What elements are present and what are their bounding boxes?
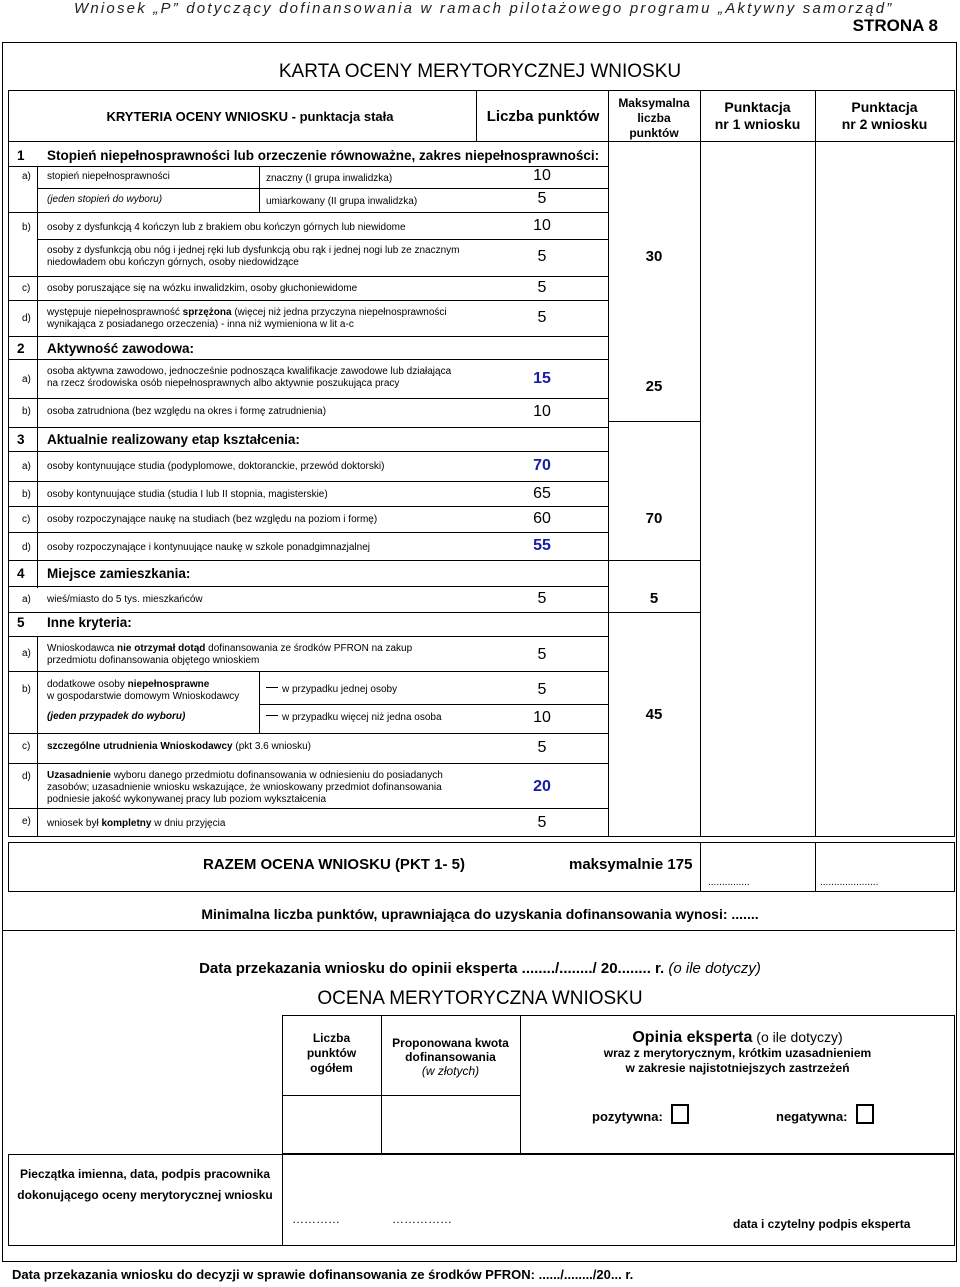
s4-line-top [8,586,608,587]
s1-a-split [259,166,260,212]
s3-b-letter: b) [22,489,31,500]
stamp-dots-1: ………… [292,1212,340,1226]
s5-b-line [8,671,608,672]
s2-a-text [47,366,451,390]
s3-a-points: 70 [533,457,551,474]
expert-section-title: OCENA MERYTORYCZNA WNIOSKU [317,988,643,1009]
s1-a2-points: 5 [537,190,547,207]
s1-a1-text: znaczny (I grupa inwalidzka) [266,173,393,184]
column-header-score1 [700,99,815,133]
stamp-dots-2: …………… [392,1212,452,1226]
s4-a-letter: a) [22,594,31,605]
section-2-number: 2 [17,341,25,356]
table-header-line [8,141,955,142]
s3-b-points: 65 [533,485,551,502]
s5-b2-line [259,704,608,705]
s1-a1-line [37,188,608,189]
s5-b-text-1a: dodatkowe osoby [47,679,128,690]
s5-d-text-line1 [47,770,443,782]
s3-end-line [8,560,608,561]
column-header-score1-line2: nr 1 wniosku [714,116,801,132]
s1-d-text-line1 [47,307,447,319]
s5-a-text-line2: przedmiotu dofinansowania objętego wnioskiem [47,655,260,666]
s5-d-letter: d) [22,771,31,782]
column-header-score2 [815,99,954,133]
s5-d-text-1b: wyboru danego przedmiotu dofinansowania w odniesieniu do posiadanych [110,770,443,781]
s5-c-text-a: szczególne utrudnienia Wnioskodawcy [47,741,233,752]
total-label: RAZEM OCENA WNIOSKU (PKT 1- 5) [203,856,465,873]
s5-c-letter: c) [22,741,31,752]
expert-total-points-header [282,1031,381,1076]
table-top-line [8,90,955,91]
s5-e-text-c: w dniu przyjęcia [151,818,226,829]
s1-a-note: (jeden stopień do wyboru) [47,194,163,205]
s1-b2-line [37,239,608,240]
table-bottom-line [8,836,955,837]
s4-a-points: 5 [537,590,547,607]
s3-c-text: osoby rozpoczynające naukę na studiach (bez względu na poziom i formę) [47,514,378,525]
s1-d-letter: d) [22,313,31,324]
col-line-points [476,90,477,141]
s5-d-text-line3: podniesie jakość wykonywanej pracy lub poziom wykształcenia [47,794,327,805]
s5-a-points: 5 [537,646,547,663]
s5-d-text-1a: Uzasadnienie [47,770,111,781]
stamp-divider [282,1154,283,1246]
s2-b-text: osoba zatrudniona (bez względu na okres i formę zatrudnienia) [47,406,327,417]
expert-col2-line1: Proponowana kwota [392,1036,509,1050]
s3-c-line [8,506,608,507]
section-2-title: Aktywność zawodowa: [47,341,195,356]
section-1-title: Stopień niepełnosprawności lub orzeczenie równoważne, zakres niepełnosprawności: [47,148,600,163]
transfer-date-text: Data przekazania wniosku do opinii eksperta ......../......../ 20........ r. [199,960,665,977]
s2-b-line [8,398,608,399]
max-divider-2 [608,560,700,561]
section-5-title: Inne kryteria: [47,615,132,630]
total-line-2 [815,842,816,892]
s5-c-text-b: (pkt 3.6 wniosku) [232,741,311,752]
s3-b-line [8,481,608,482]
s1-end-line [8,336,608,337]
col-line-score1 [700,90,701,837]
max-divider-3 [608,612,700,613]
s1-b1-points: 10 [533,217,551,234]
s1-line-top [8,166,608,167]
s5-b-text-1b: niepełnosprawne [127,679,210,690]
expert-row-line [282,1095,520,1096]
expert-col1-line1: Liczba [312,1031,351,1045]
col-line-score2 [815,90,816,837]
col-line-left [8,90,9,837]
negative-option[interactable] [776,1104,874,1124]
s3-d-letter: d) [22,542,31,553]
s5-b-text-line2: w gospodarstwie domowym Wnioskodawcy [47,691,240,702]
s5-max-points: 45 [645,706,663,723]
s2-line-top [8,359,608,360]
expert-opinion-header [520,1030,955,1076]
column-header-points: Liczba punktów [486,108,600,125]
expert-col3-line2: wraz z merytorycznym, krótkim uzasadnieniem [603,1046,872,1060]
s5-line-top [8,636,608,637]
s1-a1-points: 10 [533,167,551,184]
s5-a-text-line1 [47,643,412,655]
page-number: STRONA 8 [852,16,938,35]
s1-d-text [47,307,447,331]
s2-b-points: 10 [533,403,551,420]
s2-a-letter: a) [22,374,31,385]
total-score2-dots: ..................... [820,877,879,888]
s5-d-points: 20 [533,778,551,795]
column-header-max-line3: punktów [629,126,679,140]
s5-b2-label: w przypadku więcej niż jedna osoba [282,712,442,723]
s2-a-points: 15 [533,370,551,387]
s2-end-line [8,427,608,428]
s1-d-text-1c: (więcej niż jedna przyczyna niepełnosprawności [231,307,447,318]
s1-a-label: stopień niepełnosprawności [47,171,170,182]
s5-a-text-1a: Wnioskodawca [47,643,118,654]
expert-col3-line1 [520,1030,955,1046]
column-header-score2-line2: nr 2 wniosku [841,116,928,132]
s1-a2-text: umiarkowany (II grupa inwalidzka) [266,196,418,207]
total-max: maksymalnie 175 [569,856,693,873]
minimum-points: Minimalna liczba punktów, uprawniająca do uzyskania dofinansowania wynosi: ....... [201,906,759,922]
s5-c-line [8,733,608,734]
column-header-score2-line1: Punktacja [851,99,918,115]
s5-b-text [47,679,239,703]
s3-max-points: 70 [645,510,663,527]
s1-b2-points: 5 [537,248,547,265]
s4-a-text: wieś/miasto do 5 tys. mieszkańców [47,594,203,605]
s3-d-text: osoby rozpoczynające i kontynuujące naukę w szkole ponadgimnazjalnej [47,542,370,553]
transfer-date-note: (o ile dotyczy) [664,960,761,977]
total-box [8,842,955,892]
col-line-right [954,90,955,837]
s5-letter-col [37,636,38,836]
section-3-title: Aktualnie realizowany etap kształcenia: [47,432,300,447]
s5-b1-text [266,684,397,695]
s5-a-text [47,643,412,667]
s5-b-note: (jeden przypadek do wyboru) [47,711,186,722]
positive-checkbox[interactable] [671,1104,689,1124]
s3-a-text: osoby kontynuujące studia (podyplomowe, doktoranckie, przewód doktorski) [47,461,385,472]
s5-e-line [8,808,608,809]
s5-b2-points: 10 [533,709,551,726]
s1-max-points: 30 [645,248,663,265]
expert-col1-line3: ogółem [310,1061,353,1075]
s1-c-line [8,276,608,277]
s5-d-text-line2: zasobów; uzasadnienie wniosku wskazujące, że wnioskowany przedmiot dofinansowania [47,782,442,793]
s3-d-points: 55 [533,537,551,554]
stamp-label-line1: Pieczątka imienna, data, podpis pracownika [19,1167,271,1181]
s1-b2-text [47,245,459,269]
decision-date-line: Data przekazania wniosku do decyzji w sprawie dofinansowania ze środków PFRON: ....../......../20... r. [12,1267,634,1282]
section-3-number: 3 [17,432,25,447]
s5-e-text-a: wniosek był [47,818,102,829]
column-header-score1-line1: Punktacja [724,99,791,115]
s5-b2-text [266,712,442,723]
s5-b-text-line1 [47,679,239,691]
s1-c-text: osoby poruszające się na wózku inwalidzkim, osoby głuchoniewidome [47,283,358,294]
s3-c-points: 60 [533,510,551,527]
section-4-title: Miejsce zamieszkania: [47,566,191,581]
s2-a-text-line1: osoba aktywna zawodowo, jednocześnie podnosząca kwalifikacje zawodowe lub działająca [47,366,452,377]
section-4-number: 4 [17,566,25,581]
s5-e-letter: e) [22,816,31,827]
s5-c-text [47,741,311,752]
s5-b1-label: w przypadku jednej osoby [282,684,398,695]
s1-b2-text-line2: niedowładem obu kończyn górnych, osoby niedowidzące [47,257,299,268]
expert-signature-label: data i czytelny podpis eksperta [733,1217,911,1231]
expert-col2-line2: dofinansowania [405,1050,496,1064]
s1-d-text-line2: wynikająca z posiadanego orzeczenia) - inna niż wymieniona w lit a-c [47,319,354,330]
s5-d-line [8,763,608,764]
negative-label: negatywna: [776,1109,848,1124]
column-header-max-line2: liczba [637,111,671,125]
s1-c-points: 5 [537,279,547,296]
separator-line [2,930,955,931]
s1-a-letter: a) [22,171,31,182]
s1-b2-text-line1: osoby z dysfunkcją obu nóg i jednej ręki lub dysfunkcją obu rąk i jednej nogi lub ze znacznym [47,245,460,256]
s1-d-line [8,300,608,301]
positive-option[interactable] [592,1104,689,1124]
s1-d-text-1a: występuje niepełnosprawność [47,307,183,318]
s5-a-text-1c: dofinansowania ze środków PFRON na zakup [205,643,413,654]
column-header-max [608,96,700,141]
expert-opinion-title: Opinia eksperta [632,1029,753,1046]
s2-a-text-line2: na rzecz środowiska osób niepełnosprawnych albo aktywnie poszukująca pracy [47,378,400,389]
s1-b-letter: b) [22,222,31,233]
expert-amount-header [381,1036,520,1078]
expert-opinion-note: (o ile dotyczy) [752,1029,843,1045]
s3-a-letter: a) [22,461,31,472]
total-score1-dots: ............... [708,877,750,888]
expert-col2-line3: (w złotych) [421,1064,480,1078]
expert-col1-line2: punktów [306,1046,357,1060]
s5-a-letter: a) [22,648,31,659]
s1-b-line [8,212,608,213]
transfer-date-line [0,960,960,977]
s5-b1-dash [266,687,278,688]
s2-b-letter: b) [22,406,31,417]
s5-a-text-1b: nie otrzymał dotąd [117,643,206,654]
column-header-max-line1: Maksymalna [618,96,690,110]
s1-c-letter: c) [22,283,31,294]
s3-d-line [8,532,608,533]
positive-label: pozytywna: [592,1109,663,1124]
total-line-1 [700,842,701,892]
s3-b-text: osoby kontynuujące studia (studia I lub II stopnia, magisterskie) [47,489,328,500]
s3-c-letter: c) [22,514,31,525]
s1-d-points: 5 [537,309,547,326]
s1-b1-text: osoby z dysfunkcją 4 kończyn lub z brakiem obu kończyn górnych lub niewidome [47,222,406,233]
s5-b1-points: 5 [537,681,547,698]
s2-max-points: 25 [645,378,663,395]
expert-col3-line3: w zakresie najistotniejszych zastrzeżeń [625,1061,850,1075]
max-divider-1 [608,421,700,422]
section-1-number: 1 [17,148,25,163]
column-header-criteria: KRYTERIA OCENY WNIOSKU - punktacja stała [106,109,394,124]
s5-e-points: 5 [537,814,547,831]
s5-b-letter: b) [22,684,31,695]
negative-checkbox[interactable] [856,1104,874,1124]
col-line-max [608,90,609,837]
stamp-label [8,1164,282,1206]
s5-d-text [47,770,443,806]
card-title: KARTA OCENY MERYTORYCZNEJ WNIOSKU [278,61,682,82]
s4-end-line [8,612,608,613]
section-5-number: 5 [17,615,25,630]
document-header-title: Wniosek „P” dotyczący dofinansowania w ramach pilotażowego programu „Aktywny samorząd” [74,0,894,17]
s4-max-points: 5 [649,590,659,607]
s5-b-split [259,671,260,733]
stamp-label-line2: dokonującego oceny merytorycznej wniosku [17,1188,273,1202]
s5-c-points: 5 [537,739,547,756]
s3-line-top [8,451,608,452]
s1-letter-col [37,166,38,588]
s1-d-text-1b: sprzężona [182,307,232,318]
s5-b2-dash [266,715,278,716]
s5-e-text [47,818,225,829]
s5-e-text-b: kompletny [101,818,152,829]
